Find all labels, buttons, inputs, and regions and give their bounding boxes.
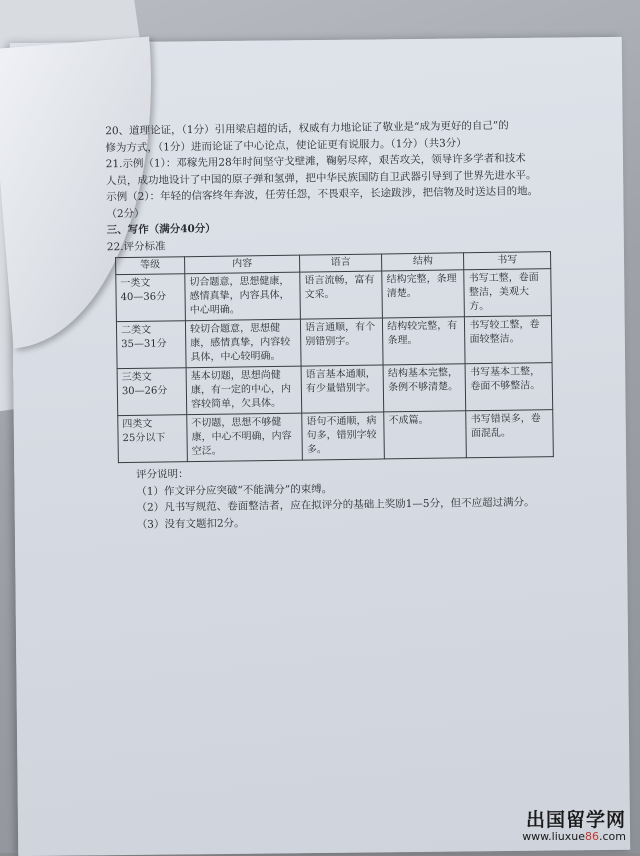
language-cell: 语句不通顺，病句多，错别字较多。 <box>302 412 385 460</box>
q20-line-1: 20、道理论证，（1分）引用梁启超的话，权威有力地论证了敬业是“成为更好的自己”的 <box>105 119 509 138</box>
grade-cell: 二类文 35—31分 <box>116 321 186 369</box>
watermark-url-suffix: .com <box>599 830 626 843</box>
language-cell: 语言基本通顺，有少量错别字。 <box>301 365 384 413</box>
grade-cell: 一类文 40—36分 <box>116 274 186 322</box>
header-content: 内容 <box>185 255 300 274</box>
watermark-url-accent: 86 <box>585 830 599 843</box>
header-writing: 书写 <box>464 252 551 270</box>
table-row <box>116 269 552 322</box>
q21-line-2: 人员，成功地设计了中国的原子弹和氢弹，把中华民族国防自卫武器引导到了世界先进水平。 <box>105 168 537 187</box>
header-language: 语言 <box>300 254 382 272</box>
structure-cell: 结构基本完整，条例不够清楚。 <box>383 364 466 412</box>
structure-cell: 结构完整，条理清楚。 <box>382 270 465 318</box>
content-cell: 较切合题意，思想健康，感情真挚，内容较具体，中心较明确。 <box>185 319 301 368</box>
content-cell: 切合题意，思想健康，感情真挚，内容具体，中心明确。 <box>185 272 301 321</box>
header-grade: 等级 <box>116 257 185 275</box>
page-content <box>105 117 581 534</box>
writing-cell: 书写较工整，卷面较整洁。 <box>465 316 552 364</box>
q21-line-4: （2分） <box>106 207 145 220</box>
structure-cell: 不成篇。 <box>384 411 467 459</box>
language-cell: 语言通顺，有个别错别字。 <box>300 318 383 366</box>
header-structure: 结构 <box>382 253 464 271</box>
rubric-title: 22.评分标准 <box>106 239 166 253</box>
note-item: （3）没有文题扣2分。 <box>136 516 245 531</box>
q21-line-3: 示例（2）：年轻的信客终年奔波，任劳任怨，不畏艰辛，长途跋涉，把信物及时送达目的地。 <box>106 185 539 204</box>
q20-line-2: 修为方式，（1分）进而论证了中心论点，使论证更有说服力。（1分）（共3分） <box>105 136 467 154</box>
grade-cell: 三类文 30—26分 <box>117 368 187 416</box>
grade-cell: 四类文 25分以下 <box>118 415 188 463</box>
watermark-url <box>522 830 626 843</box>
rubric-table <box>115 251 554 463</box>
writing-cell: 书写基本工整，卷面不够整洁。 <box>465 363 552 411</box>
table-row <box>117 363 553 416</box>
section-title: 三、写作（满分40分） <box>106 222 216 237</box>
notes-title: 评分说明： <box>135 468 189 481</box>
structure-cell: 结构较完整，有条理。 <box>383 317 466 365</box>
writing-cell: 书写错误多，卷面混乱。 <box>466 410 553 458</box>
watermark <box>522 805 626 843</box>
scoring-notes <box>136 461 581 533</box>
writing-cell: 书写工整，卷面整洁，美观大方。 <box>464 269 551 317</box>
table-row <box>116 316 552 369</box>
note-item: （1）作文评分应突破“不能满分”的束缚。 <box>136 482 333 498</box>
content-cell: 基本切题，思想尚健康，有一定的中心，内容较简单，欠具体。 <box>186 366 302 415</box>
language-cell: 语言流畅，富有文采。 <box>300 271 383 319</box>
watermark-title: 出国留学网 <box>525 809 626 831</box>
note-item: （2）凡书写规范、卷面整洁者，应在拟评分的基础上奖励1—5分，但不应超过满分。 <box>136 496 535 514</box>
watermark-url-prefix: www.liuxue <box>522 830 585 843</box>
table-row <box>118 410 554 463</box>
q21-line-1: 21.示例（1）：邓稼先用28年时间坚守戈壁滩，鞠躬尽瘁，艰苦攻关，领导许多学者和技术 <box>105 152 526 171</box>
content-cell: 不切题，思想不够健康，中心不明确，内容空泛。 <box>187 413 303 462</box>
